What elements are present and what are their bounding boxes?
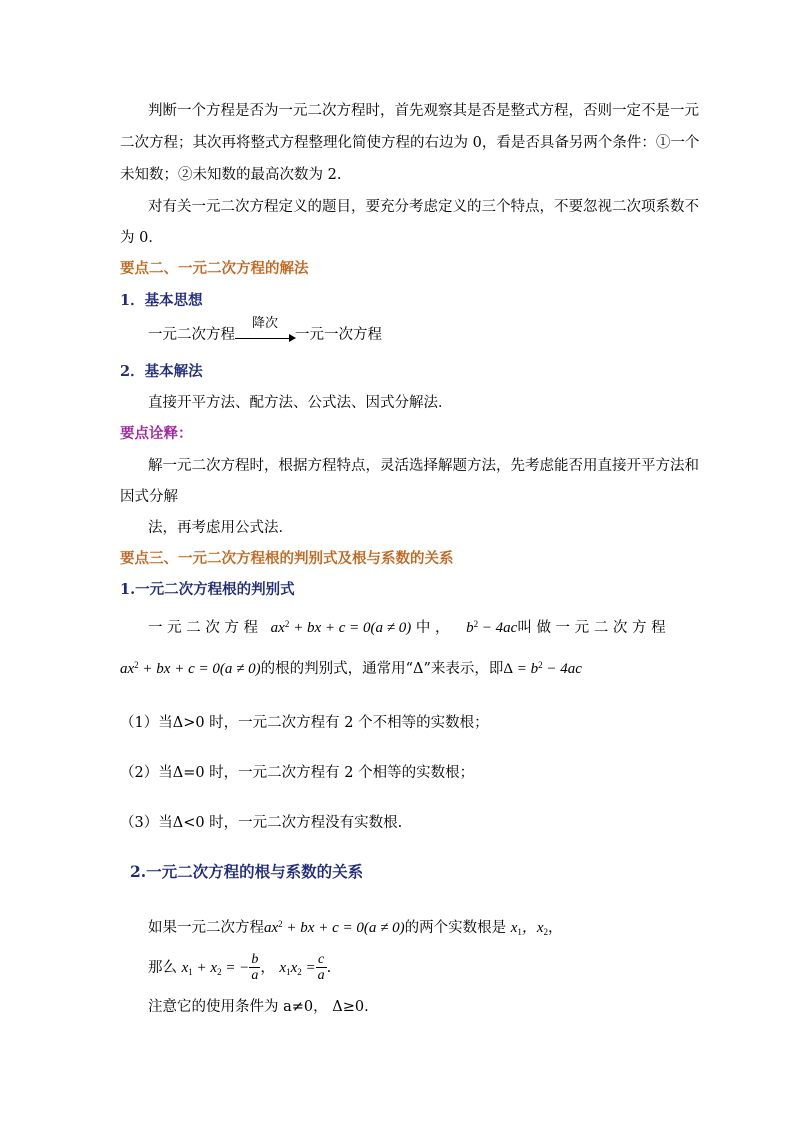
methods-text: 直接开平方法、配方法、公式法、因式分解法． [148,395,453,411]
vieta-line-1: 如果一元二次方程$ax^2$ + bx + c = 0(a ≠ 0)的两个实数根是 $x_1$，$x_2$， [148,919,563,937]
math-delta-def: $\Delta = b^2 - 4ac$ [503,660,582,677]
fraction-c-over-a: $\frac{c}{a}$ [317,952,325,984]
math-equation: $ax^2$ + bx + c = 0(a ≠ 0) [120,660,261,677]
math-discriminant: $b^2 - 4ac$ [466,619,518,636]
section-heading-3: 要点三、一元二次方程根的判别式及根与系数的关系 [120,550,454,567]
text-line: 判断一个方程是否为一元二次方程时，首先观察其是否是整式方程，否则一定不是一元 [148,103,699,119]
fraction-b-over-a: $\frac{b}{a}$ [251,952,259,984]
subheading-basic-methods: 2．基本解法 [120,363,203,380]
vieta-condition: 注意它的使用条件为 a≠0， Δ≥0. [148,999,369,1015]
math-product: $x_1x_2$ = [279,959,316,977]
note-line: 法，再考虑用公式法． [148,520,293,536]
vieta-line-2: 那么 $x_1 + x_2$ = − $\frac{b}{a}$ ， $x_1x_2$ = $\frac{c}{a}$ . [148,952,332,984]
text-line: 对有关一元二次方程定义的题目，要充分考虑定义的三个特点，不要忽视二次项系数不 [148,199,699,215]
idea-left-text: 一元二次方程 [148,327,235,343]
note-line: 解一元二次方程时，根据方程特点，灵活选择解题方法，先考虑能否用直接开平方法和 [148,458,699,474]
math-sum: $x_1 + x_2$ = − [181,959,250,977]
subheading-discriminant: 1.一元二次方程根的判别式 [120,581,295,598]
text-line: 二次方程；其次再将整式方程整理化简使方程的右边为 0，看是否具备另两个条件：①一个 [120,135,700,151]
note-heading: 要点诠释： [120,425,193,442]
math-equation: $ax^2$ + bx + c = 0(a ≠ 0) [264,919,405,936]
text-segment: 一 元 二 次 方 程 [148,620,259,636]
subheading-basic-idea: 1．基本思想 [120,292,203,309]
text-segment: 如果一元二次方程 [148,920,264,936]
discriminant-line-1 [148,620,666,636]
arrow-label: 降次 [251,316,278,331]
case-2: （2）当Δ=0 时，一元二次方程有 2 个相等的实数根； [120,765,475,781]
basic-idea-line [148,316,382,343]
note-line: 因式分解 [120,489,178,505]
case-3: （3）当Δ<0 时，一元二次方程没有实数根. [120,815,403,831]
subheading-vieta: 2.一元二次方程的根与系数的关系 [130,862,364,881]
text-segment: 那么 [148,959,177,976]
case-1: （1）当Δ>0 时，一元二次方程有 2 个不相等的实数根； [120,715,489,731]
text-segment: 的两个实数根是 [404,920,507,936]
arrow-right-icon [235,316,295,343]
discriminant-line-2 [120,661,582,677]
text-segment: 叫 做 一 元 二 次 方 程 [517,620,666,636]
math-equation: $ax^2$ + bx + c = 0(a ≠ 0) [270,619,412,636]
section-heading-2: 要点二、一元二次方程的解法 [120,260,309,277]
text-segment: 的根的判别式，通常用“Δ”来表示，即 [260,661,504,677]
math-roots: $x_1$，$x_2$ [510,920,549,937]
text-line: 未知数；②未知数的最高次数为 2. [120,167,342,183]
text-line: 为 0． [120,230,163,246]
text-segment: 中 ， [415,620,450,636]
idea-right-text: 一元一次方程 [295,327,382,343]
